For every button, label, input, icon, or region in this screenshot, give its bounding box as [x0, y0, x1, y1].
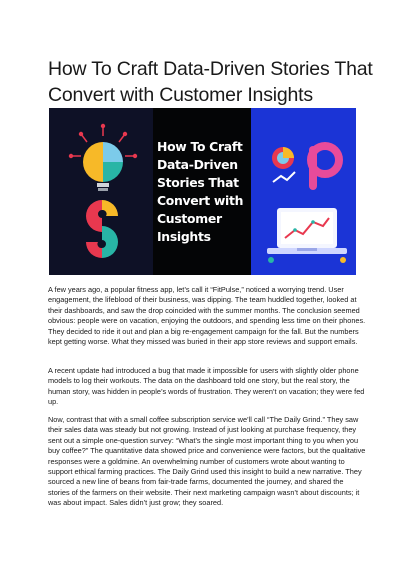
- laptop-chart-icon: [263, 204, 351, 266]
- hero-image: [49, 108, 356, 275]
- hero-headline: How To Craft Data-Driven Stories That Convert with Customer Insights: [157, 139, 244, 244]
- paragraph-2: A recent update had introduced a bug that made it impossible for users with slightly older phone models to log their workouts. The data on the dashboard told one story, but the real story, the human story, was hidden in people’s words of frustration. They weren’t on vacation; they were fed up.: [48, 366, 365, 407]
- article-title: How To Craft Data-Driven Stories That Convert with Customer Insights: [48, 58, 373, 106]
- lightbulb-pie-icon: [67, 122, 139, 194]
- data-s-logo-icon: [71, 196, 133, 262]
- p-logo-icon: [267, 138, 351, 202]
- paragraph-3: Now, contrast that with a small coffee subscription service we’ll call “The Daily Grind.” They saw their sales data was steady but not growing. Instead of just looking at purchase frequency, they sent out a simple one-question survey: “What’s the single most important thing to you when you buy coffee?” The quantitative data showed price and convenience were factors, but the qualitative responses were a goldmine. An overwhelming number of customers wrote about wanting to support ethical farming practices. The Daily Grind used this insight to build a new narrative. They sourced a new line of beans from fair-trade farms, documented the journey, and shared the stories of the farmers on their website. Their next marketing campaign wasn’t about discounts; it was about impact. Sales didn’t just grow; they soared.: [48, 415, 366, 508]
- paragraph-1: A few years ago, a popular fitness app, let’s call it “FitPulse,” noticed a worrying trend. User engagement, the lifeblood of their business, was dipping. The team huddled together, looked at their dashboards, and saw the drop coincided with the summer months. The conclusion seemed obvious: people were on vacation, enjoying the outdoors, and spending less time on their phones. They decided to ride it out and plan a big re-engagement campaign for the fall. But the numbers kept getting worse. What they missed was buried in their app store reviews and support emails.: [48, 285, 366, 347]
